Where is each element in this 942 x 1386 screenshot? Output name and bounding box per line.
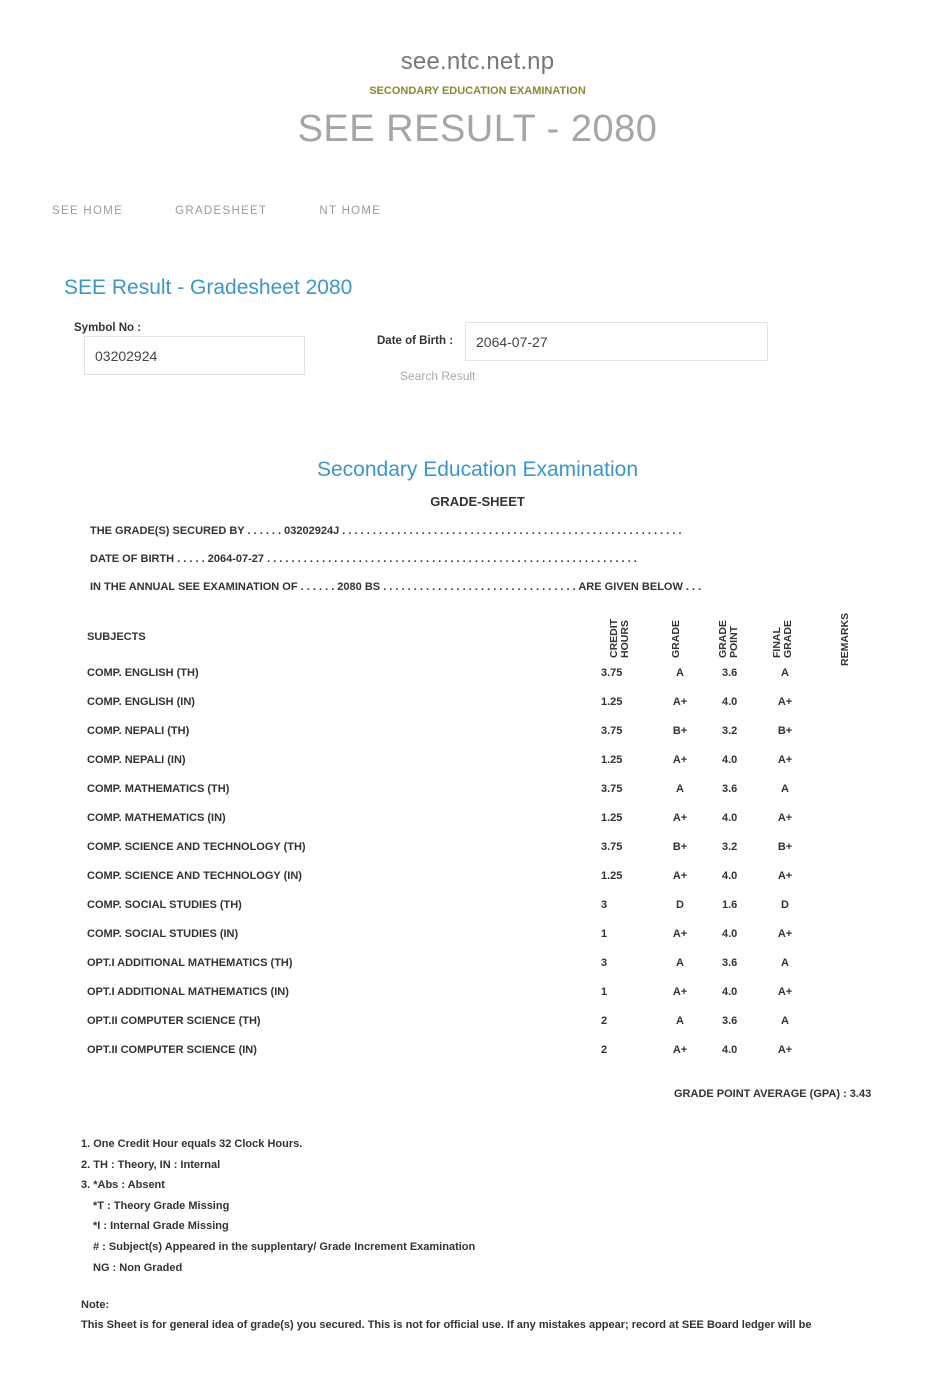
grade-point-cell: 4.0 [722, 696, 738, 708]
site-domain: see.ntc.net.np [400, 48, 555, 75]
grade-cell: A+ [672, 986, 688, 998]
grade-point-cell: 3.2 [722, 841, 738, 853]
final-grade-cell: A [781, 783, 789, 795]
credit-cell: 1.25 [601, 754, 623, 766]
gradesheet-subtitle: GRADE-SHEET [430, 494, 525, 509]
final-grade-cell: A+ [777, 986, 793, 998]
credit-cell: 3.75 [601, 667, 623, 679]
subject-cell: COMP. SOCIAL STUDIES (IN) [87, 928, 239, 940]
table-row [87, 841, 887, 861]
table-row [87, 696, 887, 716]
subject-cell: COMP. NEPALI (IN) [87, 754, 186, 766]
col-header-final-grade: FINAL GRADE [771, 620, 794, 658]
grade-point-cell: 4.0 [722, 754, 738, 766]
credit-cell: 3.75 [601, 783, 623, 795]
credit-cell: 3.75 [601, 841, 623, 853]
subject-cell: COMP. SCIENCE AND TECHNOLOGY (TH) [87, 841, 306, 853]
grade-point-cell: 4.0 [722, 1044, 738, 1056]
note-text: This Sheet is for general idea of grade(s) you secured. This is not for official use. If any mistakes appear; record at SEE Board ledger will be [81, 1319, 812, 1331]
grade-cell: A+ [672, 1044, 688, 1056]
final-grade-cell: A [781, 957, 789, 969]
col-header-grade-point: GRADE POINT [717, 620, 740, 658]
grade-point-cell: 4.0 [722, 812, 738, 824]
final-grade-cell: A+ [777, 696, 793, 708]
final-grade-cell: A [781, 667, 789, 679]
symbol-no-input[interactable] [84, 336, 305, 375]
info-exam: IN THE ANNUAL SEE EXAMINATION OF . . . . . . 2080 BS . . . . . . . . . . . . . . . . . . . . . . . . . . . . . . . . ARE GIVEN BELOW . . . [90, 581, 702, 593]
subject-cell: COMP. MATHEMATICS (TH) [87, 783, 230, 795]
subject-cell: COMP. ENGLISH (IN) [87, 696, 195, 708]
col-header-subjects: SUBJECTS [87, 631, 146, 643]
credit-cell: 1.25 [601, 870, 623, 882]
grade-cell: D [676, 899, 684, 911]
info-dob: DATE OF BIRTH . . . . . 2064-07-27 . . . . . . . . . . . . . . . . . . . . . . . . . . . . . . . . . . . . . . . . . . . . . . . . . . . . . . . . . . . . . [90, 553, 637, 565]
table-row [87, 1044, 887, 1064]
credit-cell: 1.25 [601, 812, 623, 824]
grade-point-cell: 3.6 [722, 1015, 738, 1027]
table-row [87, 870, 887, 890]
grade-point-cell: 3.6 [722, 957, 738, 969]
site-subtitle: SECONDARY EDUCATION EXAMINATION [369, 85, 586, 97]
col-header-remarks: REMARKS [839, 612, 851, 666]
grade-point-cell: 4.0 [722, 928, 738, 940]
grade-cell: A+ [672, 754, 688, 766]
gradesheet-title: Secondary Education Examination [316, 458, 639, 481]
final-grade-cell: D [781, 899, 789, 911]
grade-point-cell: 3.6 [722, 783, 738, 795]
grade-cell: A [676, 783, 684, 795]
table-row [87, 667, 887, 687]
credit-cell: 2 [601, 1015, 608, 1027]
subject-cell: COMP. SCIENCE AND TECHNOLOGY (IN) [87, 870, 302, 882]
grade-point-cell: 4.0 [722, 870, 738, 882]
grade-point-cell: 1.6 [722, 899, 738, 911]
subject-cell: COMP. MATHEMATICS (IN) [87, 812, 226, 824]
grade-point-cell: 4.0 [722, 986, 738, 998]
subject-cell: OPT.II COMPUTER SCIENCE (TH) [87, 1015, 261, 1027]
final-grade-cell: B+ [777, 841, 793, 853]
legend-item: 1. One Credit Hour equals 32 Clock Hours. [81, 1138, 303, 1150]
grade-point-cell: 3.6 [722, 667, 738, 679]
table-row [87, 899, 887, 919]
grade-cell: A+ [672, 870, 688, 882]
dob-input[interactable] [465, 322, 768, 361]
top-nav [52, 205, 433, 217]
legend-notes [81, 1134, 475, 1278]
legend-item: NG : Non Graded [93, 1261, 183, 1274]
dob-label: Date of Birth : [377, 335, 454, 347]
info-secured-by: THE GRADE(S) SECURED BY . . . . . . 03202924J . . . . . . . . . . . . . . . . . . . . . . . . . . . . . . . . . . . . . . . . . . . . . . . . . . . . . . . . [90, 525, 682, 537]
legend-item: # : Subject(s) Appeared in the supplentary/ Grade Increment Examination [93, 1240, 476, 1253]
note-label: Note: [81, 1299, 110, 1311]
grade-cell: B+ [672, 725, 688, 737]
table-row [87, 1015, 887, 1035]
credit-cell: 1.25 [601, 696, 623, 708]
col-header-credit-hours: CREDIT HOURS [608, 618, 631, 658]
page-heading: SEE Result - Gradesheet 2080 [64, 276, 353, 299]
legend-item: 2. TH : Theory, IN : Internal [81, 1158, 221, 1171]
final-grade-cell: A [781, 1015, 789, 1027]
nav-nt-home[interactable]: NT HOME [319, 205, 382, 217]
symbol-no-label: Symbol No : [74, 322, 142, 334]
grade-cell: A+ [672, 696, 688, 708]
table-row [87, 957, 887, 977]
nav-see-home[interactable]: SEE HOME [52, 205, 124, 217]
table-row [87, 812, 887, 832]
legend-item: 3. *Abs : Absent [81, 1179, 165, 1192]
final-grade-cell: A+ [777, 1044, 793, 1056]
grade-cell: A [676, 1015, 684, 1027]
col-header-grade: GRADE [670, 620, 682, 658]
credit-cell: 3 [601, 957, 608, 969]
credit-cell: 2 [601, 1044, 608, 1056]
legend-item: *I : Internal Grade Missing [93, 1220, 229, 1233]
table-row [87, 754, 887, 774]
final-grade-cell: B+ [777, 725, 793, 737]
search-result-button[interactable]: Search Result [400, 369, 476, 383]
subject-cell: COMP. ENGLISH (TH) [87, 667, 199, 679]
grade-point-cell: 3.2 [722, 725, 738, 737]
subject-cell: COMP. SOCIAL STUDIES (TH) [87, 899, 242, 911]
subject-cell: OPT.I ADDITIONAL MATHEMATICS (TH) [87, 957, 293, 969]
credit-cell: 3 [601, 899, 608, 911]
table-row [87, 725, 887, 745]
credit-cell: 3.75 [601, 725, 623, 737]
final-grade-cell: A+ [777, 928, 793, 940]
gpa-summary: GRADE POINT AVERAGE (GPA) : 3.43 [674, 1088, 872, 1100]
grade-cell: B+ [672, 841, 688, 853]
subject-cell: COMP. NEPALI (TH) [87, 725, 190, 737]
grade-cell: A+ [672, 812, 688, 824]
credit-cell: 1 [601, 986, 608, 998]
grade-cell: A [676, 667, 684, 679]
grade-cell: A+ [672, 928, 688, 940]
final-grade-cell: A+ [777, 754, 793, 766]
legend-item: *T : Theory Grade Missing [93, 1199, 230, 1212]
final-grade-cell: A+ [777, 870, 793, 882]
nav-gradesheet[interactable]: GRADESHEET [175, 205, 268, 217]
final-grade-cell: A+ [777, 812, 793, 824]
credit-cell: 1 [601, 928, 608, 940]
subject-cell: OPT.I ADDITIONAL MATHEMATICS (IN) [87, 986, 289, 998]
table-row [87, 986, 887, 1006]
table-row [87, 783, 887, 803]
grade-cell: A [676, 957, 684, 969]
site-title: SEE RESULT - 2080 [297, 108, 658, 150]
subject-cell: OPT.II COMPUTER SCIENCE (IN) [87, 1044, 257, 1056]
table-row [87, 928, 887, 948]
